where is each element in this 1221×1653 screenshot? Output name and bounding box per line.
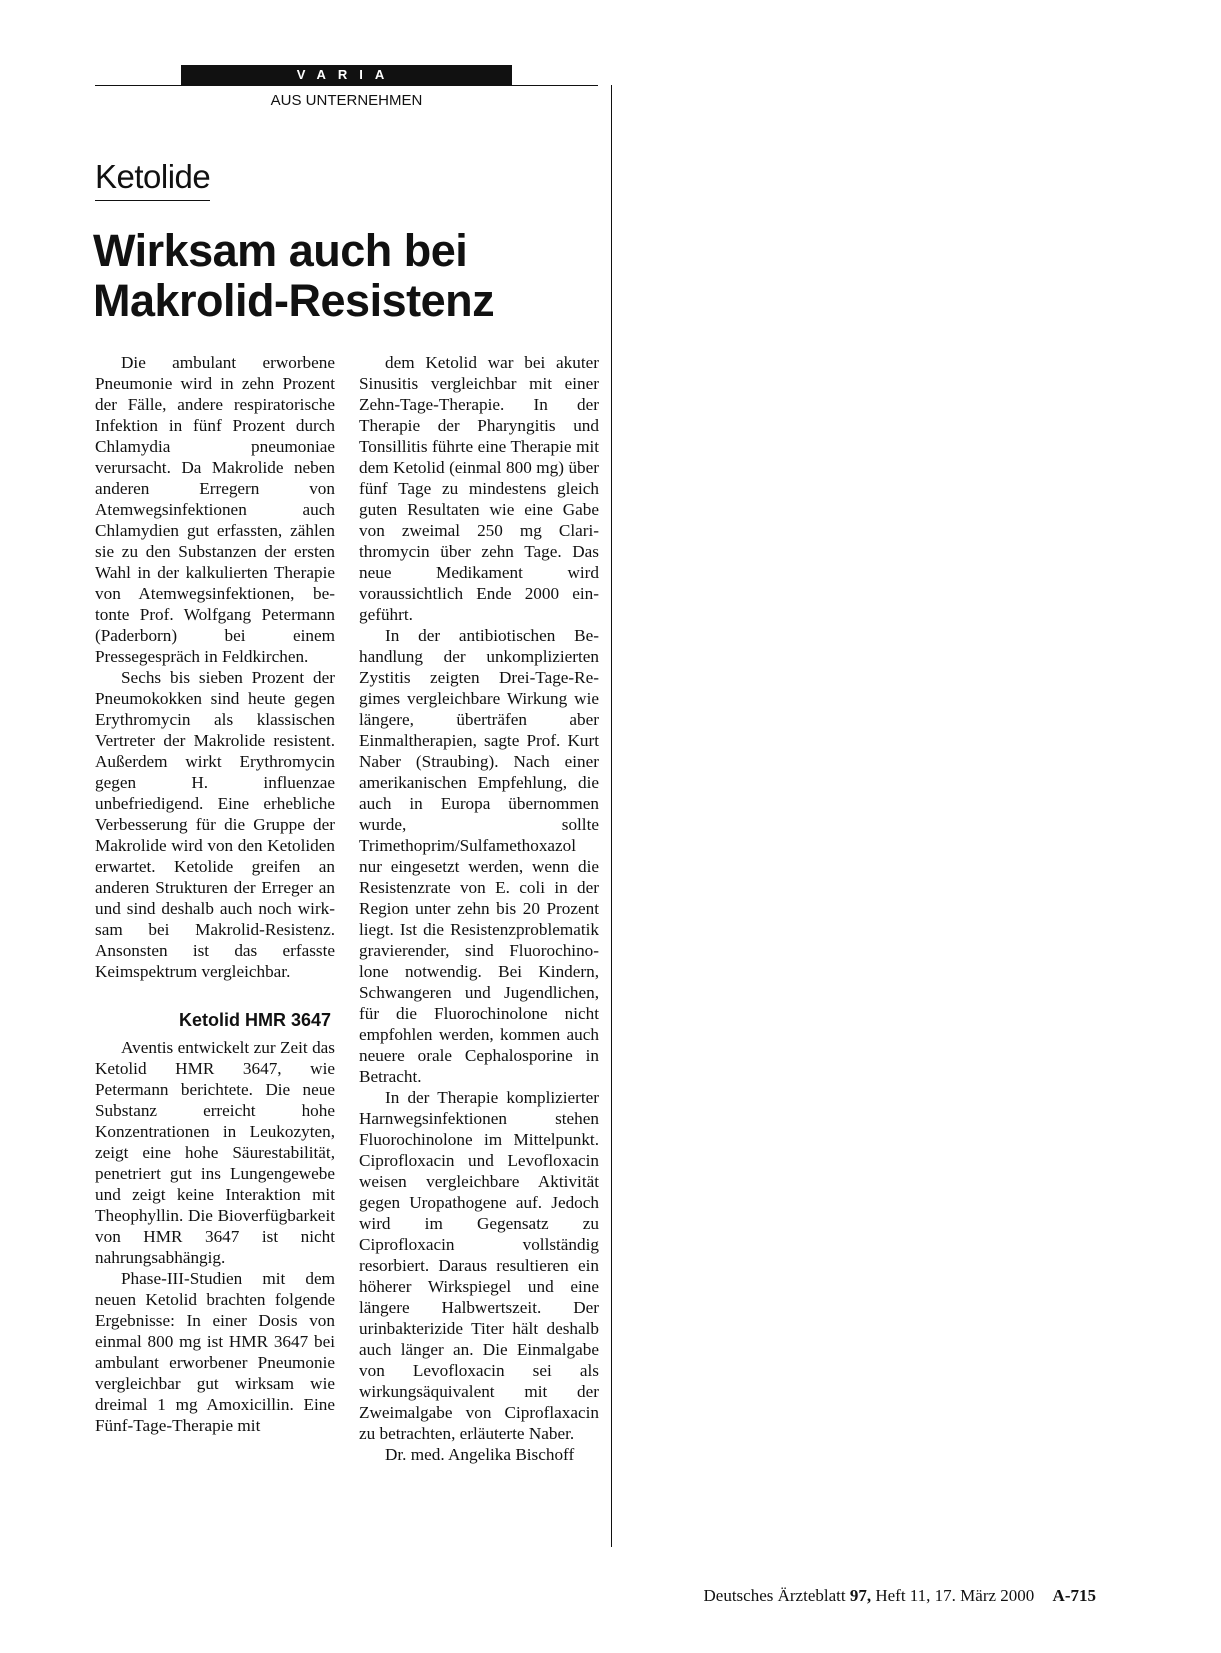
- subsection-label: AUS UNTERNEHMEN: [270, 92, 423, 109]
- subheading: Ketolid HMR 3647: [178, 1010, 331, 1030]
- author-byline: Dr. med. Angelika Bischoff: [385, 1445, 575, 1464]
- article-kicker: Ketolide: [95, 158, 210, 201]
- section-label: VARIA: [181, 65, 512, 85]
- header-rule: [95, 85, 598, 86]
- paragraph: Aventis entwickelt zur Zeit das Ketolid HMR 3647, wie Petermann berichtete. Die neue Substanz erreicht hohe Konzentrationen in Leukozyten, zeigt eine hohe Säurestabilität, penetriert gut ins Lungengewebe und zeigt keine Interaktion mit Theophyllin. Die Bioverfügbarkeit von HMR 3647 ist nicht nahrungsabhängig.: [95, 1038, 335, 1267]
- page-number: A-715: [1052, 1586, 1096, 1605]
- paragraph: dem Ketolid war bei akuter Sinusitis vergleichbar mit einer Zehn-Tage-Therapie. In der Therapie der Pharyngitis und Tonsillitis führte eine Therapie mit dem Ketolid (einmal 800 mg) über fünf Tage zu mindestens gleich guten Resultaten wie eine Gabe von zweimal 250 mg Clarithromycin über zehn Tage. Das neue Medikament wird voraussichtlich Ende 2000 eingeführt.: [359, 353, 599, 624]
- text-column-right: [359, 352, 599, 1465]
- paragraph: Die ambulant erworbene Pneumonie wird in zehn Prozent der Fälle, andere respiratorische Infektion in fünf Prozent durch Chlamydia pneumoniae verursacht. Da Makrolide neben anderen Erregern von Atemwegsinfektionen auch Chlamydien gut erfassten, zählen sie zu den Substanzen der ersten Wahl in der kalkulierten Therapie von Atemwegsinfektionen, betonte Prof. Wolfgang Petermann (Paderborn) bei einem Pressegespräch in Feldkirchen.: [95, 353, 335, 666]
- text-column-left: [95, 352, 335, 1436]
- paragraph: In der antibiotischen Behandlung der unkomplizierten Zystitis zeigten Drei-Tage-Regimes vergleichbare Wirkung wie längere, überträfen aber Einmaltherapien, sagte Prof. Kurt Naber (Straubing). Nach einer amerikanischen Empfehlung, die auch in Europa übernommen wurde, sollte Trimethoprim/Sulfamethoxazol nur eingesetzt werden, wenn die Resistenzrate von E. coli in der Region unter zehn bis 20 Prozent liegt. Ist die Resistenzproblematik gravierender, sind Fluorochinolone notwendig. Bei Kindern, Schwangeren und Jugendlichen, für die Fluorochinolone nicht empfohlen werden, kommen auch neuere orale Cephalosporine in Betracht.: [359, 626, 599, 1086]
- paragraph: Phase-III-Studien mit dem neuen Ketolid brachten folgende Ergebnisse: In einer Dosis von einmal 800 mg ist HMR 3647 bei ambulant erworbener Pneumonie vergleichbar gut wirksam wie dreimal 1 mg Amoxicillin. Eine Fünf-Tage-Therapie mit: [95, 1269, 335, 1435]
- journal-name: Deutsches Ärzteblatt: [703, 1586, 846, 1605]
- headline-line-2: Makrolid-Resistenz: [93, 275, 495, 326]
- headline-line-1: Wirksam auch bei: [93, 225, 468, 276]
- issue-date: Heft 11, 17. März 2000: [875, 1586, 1035, 1605]
- paragraph: In der Therapie komplizierter Harnwegsinfektionen stehen Fluorochinolone im Mittelpunkt. Ciprofloxacin und Levofloxacin weisen vergleichbare Aktivität gegen Uropathogene auf. Jedoch wird im Gegensatz zu Ciprofloxacin vollständig resorbiert. Daraus resultieren ein höherer Wirkspiegel und eine längere Halbwertszeit. Der urinbakterizide Titer hält deshalb auch länger an. Die Einmalgabe von Levofloxacin sei als wirkungsäquivalent mit der Zweimalgabe von Ciproflaxacin zu betrachten, erläuterte Naber.: [359, 1088, 599, 1443]
- article-headline: [93, 226, 613, 326]
- paragraph: Sechs bis sieben Prozent der Pneumokokken sind heute gegen Erythromycin als klassischen Vertreter der Makrolide resistent. Außerdem wirkt Erythromycin gegen H. influenzae unbefriedigend. Eine erhebliche Verbesserung für die Gruppe der Makrolide wird von den Ketoliden erwartet. Ketolide greifen an anderen Strukturen der Erreger an und sind deshalb auch noch wirksam bei Makrolid-Resistenz. Ansonsten ist das erfasste Keimspektrum vergleichbar.: [95, 668, 335, 981]
- volume-number: 97,: [849, 1586, 872, 1605]
- page-footer: [704, 1586, 1097, 1606]
